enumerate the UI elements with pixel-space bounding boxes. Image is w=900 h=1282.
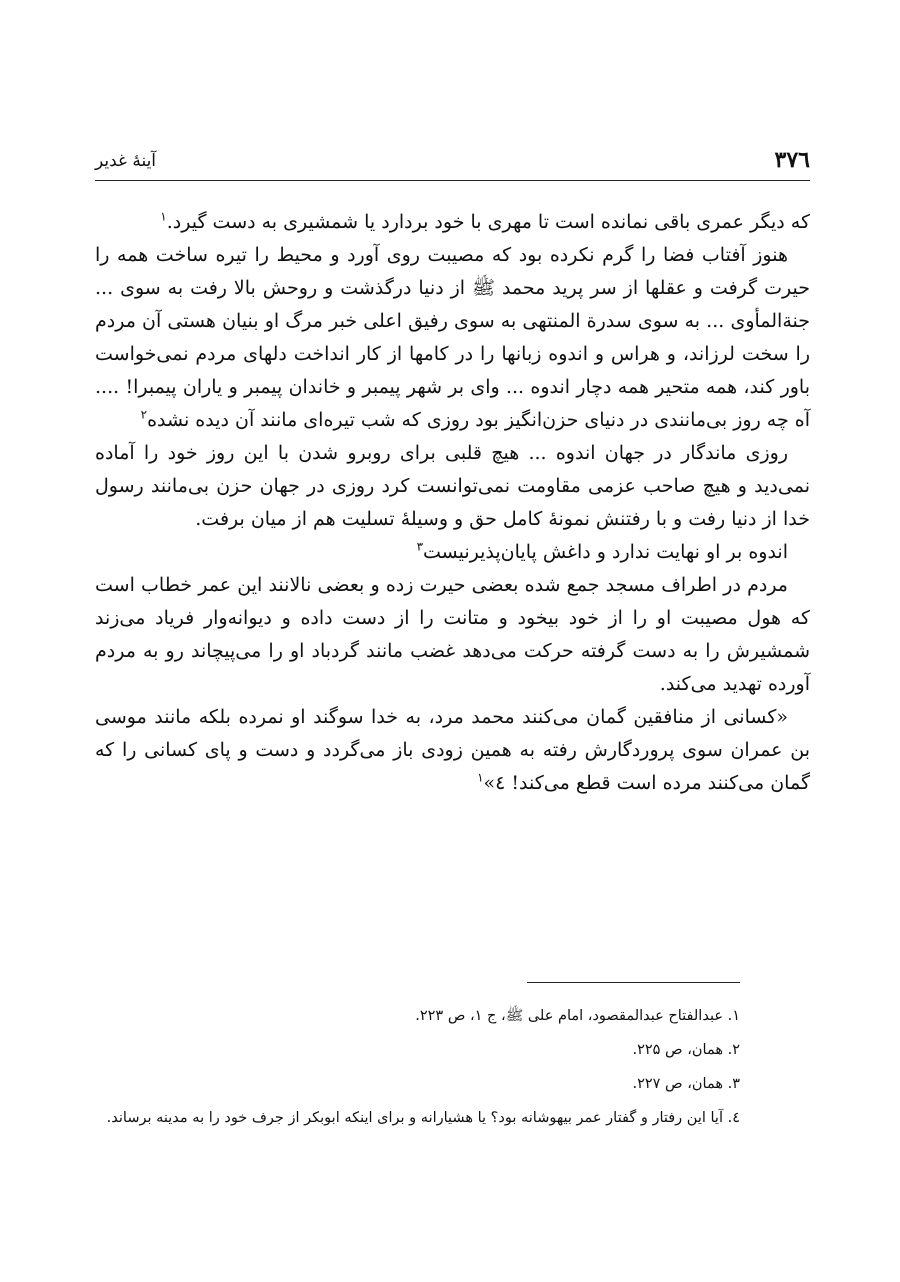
paragraph: اندوه بر او نهایت ندارد و داغش پایان‌پذیرنیست$^۳$ (416, 539, 788, 563)
footnote: ٤. آیا این رفتار و گفتار عمر بیهوشانه بود؟ یا هشیارانه و برای اینکه ابوبکر از جرف خود را به مدینه برساند. (106, 1110, 740, 1126)
paragraph: روزی ماندگار در جهان اندوه ... هیچ قلبی برای روبرو شدن با این روز خود را آماده نمی‌دید و هیچ صاحب عزمی مقاومت نمی‌توانست کرد روزی در جهان حزن بی‌مانند رسول خدا از دنیا رفت و با رفتنش نمونهٔ کامل حق و وسیلهٔ تسلیت هم از میان برفت. (95, 442, 810, 530)
main-text (95, 206, 810, 800)
footnotes (95, 1002, 740, 1138)
page-header (95, 146, 810, 178)
footnote: ۲. همان، ص ۲۲۵. (632, 1042, 740, 1058)
running-title: آینهٔ غدیر (95, 151, 157, 171)
footnote-ref: ۱ (477, 770, 484, 785)
footnote: ۱. عبدالفتاح عبدالمقصود، امام علی ﷺ، ج ۱، ص ۲۲۳. (415, 1008, 740, 1024)
paragraph: «کسانی از منافقین گمان می‌کنند محمد مرد، به خدا سوگند او نمرده بلکه مانند موسی بن عمران سوی پروردگارش رفته به همین زودی باز می‌گردد و دست و پای کسانی را که گمان می‌کنند مرده است قطع می‌کند! ٤»$^۱$ (95, 706, 810, 794)
page-number: ۳۷٦ (774, 147, 810, 173)
footnote-ref: ۳ (416, 539, 424, 554)
footnote: ۳. همان، ص ۲۲۷. (632, 1076, 740, 1092)
header-divider (95, 180, 810, 181)
footnote-divider (527, 982, 740, 983)
paragraph: که دیگر عمری باقی نمانده است تا مهری با خود بردارد یا شمشیری به دست گیرد.$^۱$ (160, 209, 810, 233)
footnote-ref: ۱ (160, 209, 167, 224)
paragraph: هنوز آفتاب فضا را گرم نکرده بود که مصیبت روی آورد و محیط را تیره ساخت همه را حیرت گرفت و عقلها از سر پرید محمد ﷺ از دنیا درگذشت و روحش بالا رفت به سوی ... جنةالمأوی ... به سوی سدرة المنتهی به سوی رفیق اعلی خبر مرگ او بنیان هستی آن مردم را سخت لرزاند، و هراس و اندوه زبانها را در کامها از کار انداخت دلهای مردم نمی‌خواست باور کند، همه متحیر همه دچار اندوه ... وای بر شهر پیمبر و خاندان پیمبر و یاران پیمبرا! .... آه چه روز بی‌مانندی در دنیای حزن‌انگیز بود روزی که شب تیره‌ای مانند آن دیده نشده$^۲$ (95, 244, 810, 431)
paragraph: مردم در اطراف مسجد جمع شده بعضی حیرت زده و بعضی نالانند این عمر خطاب است که هول مصیبت او را از خود بیخود و متانت را از دست داده و دیوانه‌وار فریاد می‌زند شمشیرش را به دست گرفته حرکت می‌دهد غضب مانند گردباد او را می‌پیچاند رو به مردم آورده تهدید می‌کند. (95, 574, 810, 695)
footnote-ref: ۲ (140, 407, 148, 422)
